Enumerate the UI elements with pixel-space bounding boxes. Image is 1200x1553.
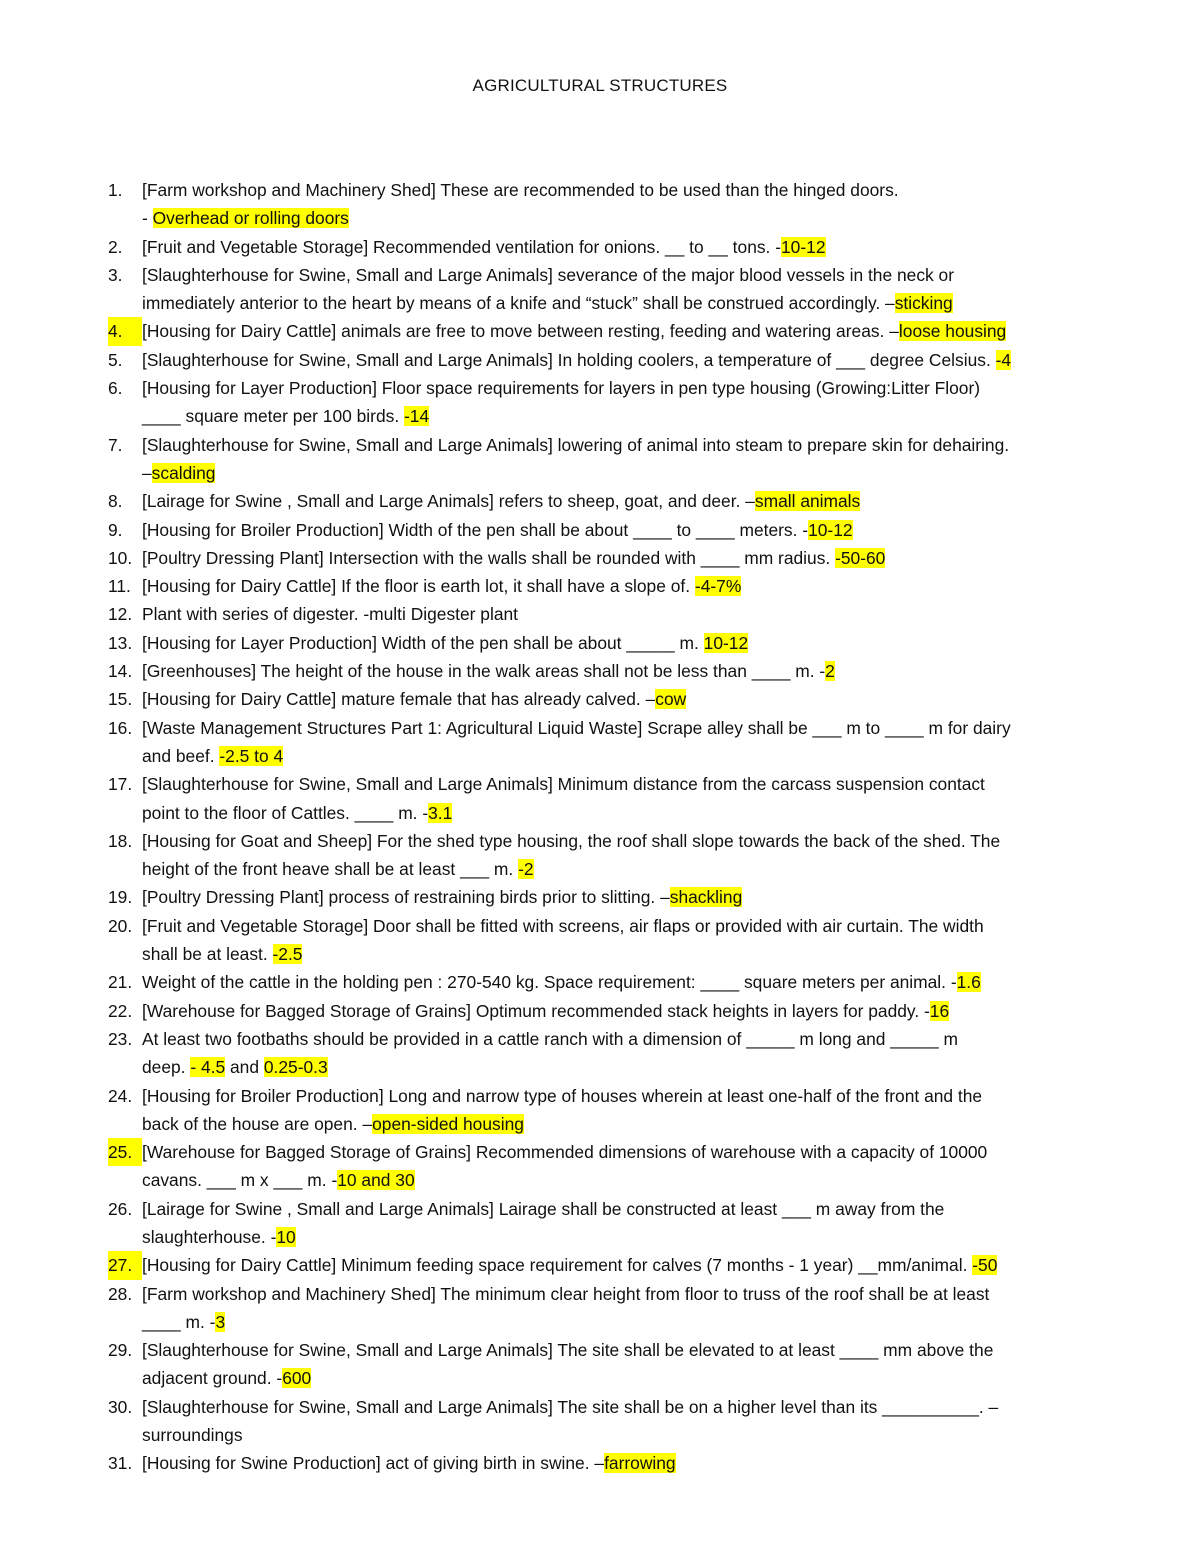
item-line <box>142 431 1140 459</box>
item-line <box>142 799 1140 827</box>
highlighted-answer: farrowing <box>604 1453 676 1474</box>
list-item <box>0 629 1200 657</box>
item-number <box>108 233 142 261</box>
highlighted-answer: -4-7% <box>694 576 742 597</box>
highlighted-answer: 10 and 30 <box>337 1170 415 1191</box>
item-line <box>142 1421 1140 1449</box>
list-item <box>0 233 1200 261</box>
item-number <box>108 997 142 1025</box>
item-number-text: 14. <box>108 661 133 682</box>
list-item <box>0 1195 1200 1252</box>
item-line <box>142 685 1140 713</box>
item-text: [Housing for Dairy Cattle] mature female that has already calved. – <box>142 689 656 710</box>
highlighted-answer: 0.25-0.3 <box>263 1057 328 1078</box>
item-line <box>142 1025 1140 1053</box>
item-number <box>108 261 142 289</box>
item-text: Plant with series of digester. -multi Digester plant <box>142 604 518 625</box>
item-text: ____ m. - <box>142 1311 216 1332</box>
item-text: [Farm workshop and Machinery Shed] The minimum clear height from floor to truss of the roof shall be at least <box>142 1283 990 1304</box>
highlighted-answer: 16 <box>929 1000 950 1021</box>
item-line <box>142 629 1140 657</box>
item-number-text: 7. <box>108 434 123 455</box>
item-number <box>108 600 142 628</box>
list-item <box>0 770 1200 827</box>
item-line <box>142 1251 1140 1279</box>
item-number <box>108 431 142 459</box>
item-number-text: 26. <box>108 1198 133 1219</box>
item-number <box>108 1195 142 1223</box>
item-text: [Warehouse for Bagged Storage of Grains] Recommended dimensions of warehouse with a capacity of 10000 <box>142 1142 988 1163</box>
list-item <box>0 968 1200 996</box>
item-line <box>142 1280 1140 1308</box>
item-line <box>142 940 1140 968</box>
list-item <box>0 714 1200 771</box>
item-number <box>108 487 142 515</box>
item-text: [Slaughterhouse for Swine, Small and Large Animals] lowering of animal into steam to prepare skin for dehairing. <box>142 434 1010 455</box>
item-text: immediately anterior to the heart by means of a knife and “stuck” shall be construed accordingly. – <box>142 293 895 314</box>
item-line <box>142 600 1140 628</box>
item-number-text: 31. <box>108 1453 133 1474</box>
item-text: [Housing for Broiler Production] Width of the pen shall be about ____ to ____ meters. - <box>142 519 809 540</box>
item-text: [Slaughterhouse for Swine, Small and Large Animals] severance of the major blood vessels in the neck or <box>142 264 955 285</box>
item-text: [Waste Management Structures Part 1: Agricultural Liquid Waste] Scrape alley shall be ___ m to ____ m for dairy <box>142 717 1011 738</box>
item-number-text: 13. <box>108 632 133 653</box>
item-number-text: 27. <box>108 1255 133 1276</box>
list-item <box>0 1280 1200 1337</box>
item-line <box>142 317 1140 345</box>
item-text: Weight of the cattle in the holding pen : 270-540 kg. Space requirement: ____ square meters per animal. - <box>142 972 957 993</box>
item-line <box>142 883 1140 911</box>
item-text: [Housing for Layer Production] Width of the pen shall be about _____ m. <box>142 632 704 653</box>
highlighted-answer: small animals <box>754 491 861 512</box>
item-number-text: 15. <box>108 689 133 710</box>
item-number <box>108 1025 142 1053</box>
item-line <box>142 1393 1140 1421</box>
highlighted-answer: -50-60 <box>835 547 886 568</box>
item-text: [Poultry Dressing Plant] Intersection with the walls shall be rounded with ____ mm radius. <box>142 547 836 568</box>
item-text: [Greenhouses] The height of the house in the walk areas shall not be less than ____ m. - <box>142 661 826 682</box>
item-number-text: 16. <box>108 717 133 738</box>
item-line <box>142 176 1140 204</box>
item-line <box>142 261 1140 289</box>
highlighted-answer: 2 <box>825 661 835 682</box>
list-item <box>0 1138 1200 1195</box>
item-text: shall be at least. <box>142 944 273 965</box>
highlighted-answer: -2.5 to 4 <box>219 745 284 766</box>
item-text: [Farm workshop and Machinery Shed] These are recommended to be used than the hinged doors. <box>142 180 899 200</box>
item-number <box>108 770 142 798</box>
item-line <box>142 912 1140 940</box>
question-list <box>0 176 1200 1478</box>
item-number-text: 21. <box>108 972 133 993</box>
item-text: [Housing for Dairy Cattle] Minimum feeding space requirement for calves (7 months - 1 year) __mm/animal. <box>142 1255 973 1276</box>
highlighted-answer: 1.6 <box>956 972 981 993</box>
item-number-text: 10. <box>108 547 133 568</box>
item-line <box>142 487 1140 515</box>
item-number <box>108 714 142 742</box>
list-item <box>0 685 1200 713</box>
item-number-text: 12. <box>108 604 133 625</box>
highlighted-answer: open-sided housing <box>372 1113 524 1134</box>
item-text: [Warehouse for Bagged Storage of Grains] Optimum recommended stack heights in layers for paddy. - <box>142 1000 930 1021</box>
item-line <box>142 544 1140 572</box>
item-number <box>108 657 142 685</box>
highlighted-answer: loose housing <box>898 321 1007 342</box>
item-line <box>142 1449 1140 1477</box>
item-text: [Lairage for Swine , Small and Large Animals] refers to sheep, goat, and deer. – <box>142 491 755 512</box>
list-item <box>0 883 1200 911</box>
item-line <box>142 572 1140 600</box>
item-text: height of the front heave shall be at least ___ m. <box>142 859 519 880</box>
item-number <box>108 516 142 544</box>
item-number <box>108 1138 142 1166</box>
highlighted-answer: -2 <box>518 859 534 880</box>
item-line <box>142 770 1140 798</box>
item-line <box>142 1138 1140 1166</box>
list-item <box>0 1449 1200 1477</box>
item-line <box>142 657 1140 685</box>
item-text: [Slaughterhouse for Swine, Small and Large Animals] Minimum distance from the carcass suspension contact <box>142 774 985 795</box>
item-text: slaughterhouse. - <box>142 1226 277 1247</box>
list-item <box>0 827 1200 884</box>
list-item <box>0 374 1200 431</box>
item-number <box>108 1336 142 1364</box>
item-text: [Poultry Dressing Plant] process of restraining birds prior to slitting. – <box>142 887 670 908</box>
item-number <box>108 827 142 855</box>
item-text: [Fruit and Vegetable Storage] Door shall be fitted with screens, air flaps or provided with air curtain. The width <box>142 915 984 936</box>
item-text: and <box>225 1057 264 1078</box>
item-number-text: 30. <box>108 1396 133 1417</box>
highlighted-answer: 10 <box>276 1226 296 1247</box>
highlighted-answer: 3 <box>215 1311 226 1332</box>
item-number <box>108 544 142 572</box>
list-item <box>0 1082 1200 1139</box>
item-text: - <box>142 208 153 229</box>
item-line <box>142 1308 1140 1336</box>
item-number-text: 4. <box>108 321 123 342</box>
item-number <box>108 1393 142 1421</box>
item-line <box>142 855 1140 883</box>
list-item <box>0 487 1200 515</box>
item-number-text: 1. <box>108 180 123 200</box>
item-number-text: 23. <box>108 1028 133 1049</box>
item-text: point to the floor of Cattles. ____ m. - <box>142 802 429 823</box>
highlighted-answer: -2.5 <box>272 944 303 965</box>
item-line <box>142 827 1140 855</box>
item-line <box>142 1336 1140 1364</box>
item-line <box>142 1223 1140 1251</box>
item-text: [Housing for Dairy Cattle] If the floor is earth lot, it shall have a slope of. <box>142 576 695 597</box>
item-line <box>142 459 1140 487</box>
item-number <box>108 572 142 600</box>
item-text: [Slaughterhouse for Swine, Small and Large Animals] In holding coolers, a temperature of ___ degree Celsius. <box>142 349 996 370</box>
list-item <box>0 176 1200 233</box>
highlighted-answer: shackling <box>669 887 743 908</box>
item-line <box>142 233 1140 261</box>
item-number <box>108 1449 142 1477</box>
item-text: [Housing for Goat and Sheep] For the shed type housing, the roof shall slope towards the back of the shed. The <box>142 830 1001 851</box>
list-item <box>0 516 1200 544</box>
item-number-text: 20. <box>108 915 133 936</box>
item-line <box>142 289 1140 317</box>
highlighted-answer: 3.1 <box>428 802 453 823</box>
item-line <box>142 374 1140 402</box>
highlighted-answer: 10-12 <box>781 236 826 257</box>
highlighted-answer: scalding <box>151 462 216 483</box>
item-number <box>108 176 142 204</box>
item-line <box>142 1082 1140 1110</box>
item-text: – <box>142 462 152 483</box>
item-number <box>108 1280 142 1308</box>
item-text: back of the house are open. – <box>142 1113 373 1134</box>
highlighted-answer: -50 <box>972 1255 998 1276</box>
highlighted-answer: Overhead or rolling doors <box>152 208 349 229</box>
item-text: cavans. ___ m x ___ m. - <box>142 1170 338 1191</box>
item-number-text: 2. <box>108 236 123 257</box>
list-item <box>0 317 1200 345</box>
highlighted-answer: 10-12 <box>703 632 749 653</box>
item-line <box>142 516 1140 544</box>
document-title: AGRICULTURAL STRUCTURES <box>472 76 728 95</box>
list-item <box>0 431 1200 488</box>
list-item <box>0 261 1200 318</box>
item-line <box>142 968 1140 996</box>
list-item <box>0 997 1200 1025</box>
list-item <box>0 544 1200 572</box>
item-number-text: 5. <box>108 349 123 370</box>
highlighted-answer: sticking <box>894 293 953 314</box>
list-item <box>0 1251 1200 1279</box>
item-text: ____ square meter per 100 birds. <box>142 406 404 427</box>
item-line <box>142 346 1140 374</box>
item-number <box>108 374 142 402</box>
list-item <box>0 346 1200 374</box>
item-line <box>142 1166 1140 1194</box>
item-number <box>108 912 142 940</box>
item-number <box>108 346 142 374</box>
item-text: [Housing for Broiler Production] Long and narrow type of houses wherein at least one-half of the front and the <box>142 1085 983 1106</box>
item-number-text: 29. <box>108 1340 133 1361</box>
item-line <box>142 1110 1140 1138</box>
item-line <box>142 1053 1140 1081</box>
item-number-text: 6. <box>108 378 123 399</box>
item-number-text: 22. <box>108 1000 133 1021</box>
item-line <box>142 1195 1140 1223</box>
item-number-text: 28. <box>108 1283 133 1304</box>
item-text: [Housing for Dairy Cattle] animals are free to move between resting, feeding and watering areas. – <box>142 321 899 342</box>
item-number <box>108 317 142 345</box>
list-item <box>0 572 1200 600</box>
item-number <box>108 1251 142 1279</box>
highlighted-answer: -4 <box>995 349 1012 370</box>
item-line <box>142 742 1140 770</box>
item-number <box>108 1082 142 1110</box>
item-text: [Slaughterhouse for Swine, Small and Large Animals] The site shall be elevated to at least ____ mm above the <box>142 1340 994 1361</box>
item-number-text: 18. <box>108 830 133 851</box>
item-number <box>108 629 142 657</box>
item-line <box>142 997 1140 1025</box>
highlighted-answer: 600 <box>282 1368 312 1389</box>
item-number-text: 9. <box>108 519 123 540</box>
highlighted-answer: 10-12 <box>808 519 853 540</box>
item-text: [Housing for Swine Production] act of giving birth in swine. – <box>142 1453 605 1474</box>
item-text: [Housing for Layer Production] Floor space requirements for layers in pen type housing (Growing:Litter Floor) <box>142 378 981 399</box>
item-text: deep. <box>142 1057 191 1078</box>
item-text: adjacent ground. - <box>142 1368 283 1389</box>
item-line <box>142 204 1140 232</box>
item-text: [Fruit and Vegetable Storage] Recommended ventilation for onions. __ to __ tons. - <box>142 236 782 257</box>
item-line <box>142 714 1140 742</box>
item-number-text: 25. <box>108 1142 133 1163</box>
item-number-text: 19. <box>108 887 133 908</box>
item-number-text: 24. <box>108 1085 133 1106</box>
item-text: surroundings <box>142 1425 243 1446</box>
item-line <box>142 402 1140 430</box>
item-number-text: 11. <box>108 576 131 597</box>
item-number-text: 8. <box>108 491 123 512</box>
item-number <box>108 883 142 911</box>
item-text: [Lairage for Swine , Small and Large Animals] Lairage shall be constructed at least ___ m away from the <box>142 1198 945 1219</box>
list-item <box>0 657 1200 685</box>
highlighted-answer: cow <box>655 689 687 710</box>
item-number-text: 3. <box>108 264 123 285</box>
item-number-text: 17. <box>108 774 133 795</box>
highlighted-answer: -14 <box>403 406 430 427</box>
list-item <box>0 1336 1200 1393</box>
list-item <box>0 1393 1200 1450</box>
list-item <box>0 912 1200 969</box>
item-line <box>142 1364 1140 1392</box>
item-text: [Slaughterhouse for Swine, Small and Large Animals] The site shall be on a higher level than its __________. – <box>142 1396 999 1417</box>
item-number <box>108 685 142 713</box>
item-text: and beef. <box>142 745 220 766</box>
list-item <box>0 1025 1200 1082</box>
highlighted-answer: - 4.5 <box>190 1057 226 1078</box>
item-number <box>108 968 142 996</box>
item-text: At least two footbaths should be provided in a cattle ranch with a dimension of _____ m long and _____ m <box>142 1028 958 1049</box>
list-item <box>0 600 1200 628</box>
